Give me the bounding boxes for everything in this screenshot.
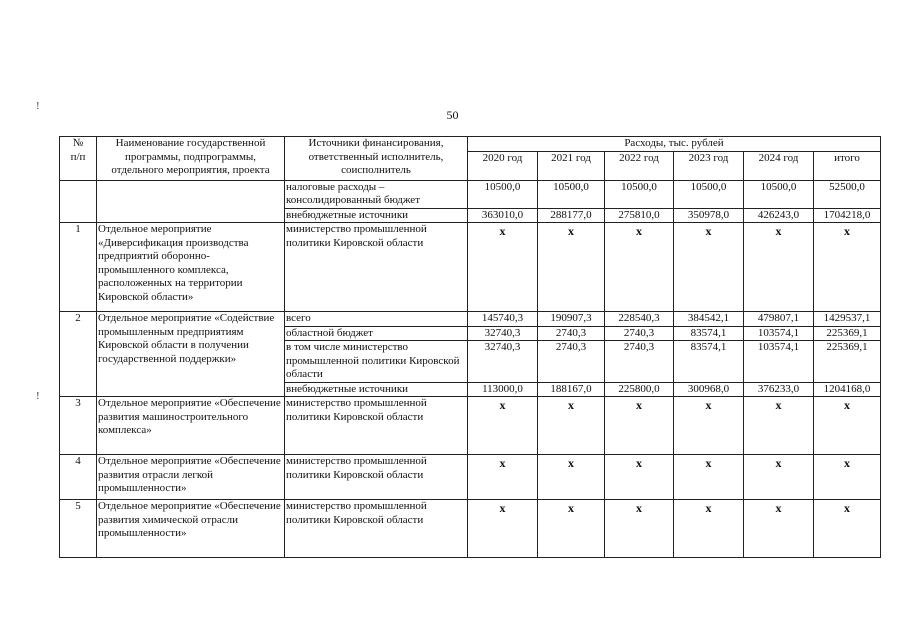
value-cell: 113000,0	[468, 382, 538, 397]
activity-num: 2	[60, 312, 97, 397]
budget-table	[59, 136, 881, 558]
value-cell: 376233,0	[744, 382, 814, 397]
margin-mark-bottom: !	[36, 390, 40, 402]
header-year: 2023 год	[674, 151, 744, 180]
value-cell: 350978,0	[674, 208, 744, 223]
value-cell: 225800,0	[605, 382, 674, 397]
value-cell: x	[538, 455, 605, 500]
value-cell: x	[538, 223, 605, 312]
value-cell: x	[605, 500, 674, 558]
value-cell: x	[538, 397, 605, 455]
activity-num: 4	[60, 455, 97, 500]
value-cell: 32740,3	[468, 341, 538, 383]
value-cell: 228540,3	[605, 312, 674, 327]
value-cell: 188167,0	[538, 382, 605, 397]
value-cell: 2740,3	[538, 326, 605, 341]
value-cell: 52500,0	[814, 180, 881, 208]
header-name: Наименование государственной программы, подпрограммы, отдельного мероприятия, проекта	[97, 137, 285, 181]
value-cell: 2740,3	[605, 341, 674, 383]
value-cell: x	[814, 397, 881, 455]
header-year: 2024 год	[744, 151, 814, 180]
source-cell: внебюджетные источники	[285, 382, 468, 397]
value-cell: 225369,1	[814, 341, 881, 383]
value-cell: 275810,0	[605, 208, 674, 223]
header-source: Источники финансирования, ответственный исполнитель, соисполнитель	[285, 137, 468, 181]
source-cell: внебюджетные источники	[285, 208, 468, 223]
page-number: 50	[446, 108, 459, 122]
value-cell: x	[605, 223, 674, 312]
table-row	[60, 180, 881, 208]
value-cell: 10500,0	[468, 180, 538, 208]
source-cell: министерство промышленной политики Кировской области	[285, 223, 468, 312]
value-cell: 225369,1	[814, 326, 881, 341]
value-cell: x	[468, 500, 538, 558]
value-cell: x	[744, 500, 814, 558]
table-row	[60, 223, 881, 312]
value-cell: 479807,1	[744, 312, 814, 327]
value-cell: 10500,0	[605, 180, 674, 208]
table-row	[60, 500, 881, 558]
source-cell: всего	[285, 312, 468, 327]
value-cell: 190907,3	[538, 312, 605, 327]
value-cell: 2740,3	[538, 341, 605, 383]
value-cell: 2740,3	[605, 326, 674, 341]
header-year: 2022 год	[605, 151, 674, 180]
activity-num: 3	[60, 397, 97, 455]
value-cell: 300968,0	[674, 382, 744, 397]
value-cell: 10500,0	[674, 180, 744, 208]
value-cell: x	[468, 223, 538, 312]
header-year: итого	[814, 151, 881, 180]
activity-num: 5	[60, 500, 97, 558]
value-cell: x	[674, 455, 744, 500]
value-cell: 1204168,0	[814, 382, 881, 397]
value-cell: x	[744, 397, 814, 455]
table-row	[60, 312, 881, 327]
activity-name: Отдельное мероприятие «Диверсификация производства предприятий оборонно-промышленного комплекса, расположенных на территории Кировской области»	[97, 223, 285, 312]
value-cell: x	[468, 397, 538, 455]
margin-mark-top: !	[36, 100, 40, 112]
value-cell: 145740,3	[468, 312, 538, 327]
value-cell: x	[744, 455, 814, 500]
value-cell: 83574,1	[674, 341, 744, 383]
value-cell: 363010,0	[468, 208, 538, 223]
activity-name: Отдельное мероприятие «Обеспечение развития отрасли легкой промышленности»	[97, 455, 285, 500]
value-cell: x	[605, 397, 674, 455]
value-cell: 10500,0	[744, 180, 814, 208]
value-cell: 103574,1	[744, 326, 814, 341]
value-cell: x	[605, 455, 674, 500]
value-cell: x	[674, 223, 744, 312]
source-cell: областной бюджет	[285, 326, 468, 341]
source-cell: министерство промышленной политики Кировской области	[285, 397, 468, 455]
value-cell: x	[744, 223, 814, 312]
value-cell: 83574,1	[674, 326, 744, 341]
header-num: № п/п	[60, 137, 97, 181]
value-cell: 32740,3	[468, 326, 538, 341]
value-cell: x	[674, 397, 744, 455]
source-cell: в том числе министерство промышленной политики Кировской области	[285, 341, 468, 383]
header-year: 2021 год	[538, 151, 605, 180]
value-cell: x	[814, 223, 881, 312]
header-expenses: Расходы, тыс. рублей	[468, 137, 881, 152]
value-cell: x	[814, 455, 881, 500]
source-cell: министерство промышленной политики Кировской области	[285, 500, 468, 558]
value-cell: 426243,0	[744, 208, 814, 223]
source-cell: министерство промышленной политики Кировской области	[285, 455, 468, 500]
activity-name: Отдельное мероприятие «Содействие промышленным предприятиям Кировской области в получении государственной поддержки»	[97, 312, 285, 397]
activity-name: Отдельное мероприятие «Обеспечение развития машиностроительного комплекса»	[97, 397, 285, 455]
table-row	[60, 455, 881, 500]
value-cell: x	[814, 500, 881, 558]
value-cell: x	[674, 500, 744, 558]
table-row	[60, 397, 881, 455]
header-row	[60, 137, 881, 152]
value-cell: 10500,0	[538, 180, 605, 208]
value-cell: 1704218,0	[814, 208, 881, 223]
value-cell: x	[468, 455, 538, 500]
value-cell: 103574,1	[744, 341, 814, 383]
value-cell: 384542,1	[674, 312, 744, 327]
activity-name: Отдельное мероприятие «Обеспечение развития химической отрасли промышленности»	[97, 500, 285, 558]
source-cell: налоговые расходы – консолидированный бюджет	[285, 180, 468, 208]
activity-num: 1	[60, 223, 97, 312]
header-year: 2020 год	[468, 151, 538, 180]
num-cell	[60, 180, 97, 223]
name-cell	[97, 180, 285, 223]
value-cell: x	[538, 500, 605, 558]
value-cell: 1429537,1	[814, 312, 881, 327]
value-cell: 288177,0	[538, 208, 605, 223]
